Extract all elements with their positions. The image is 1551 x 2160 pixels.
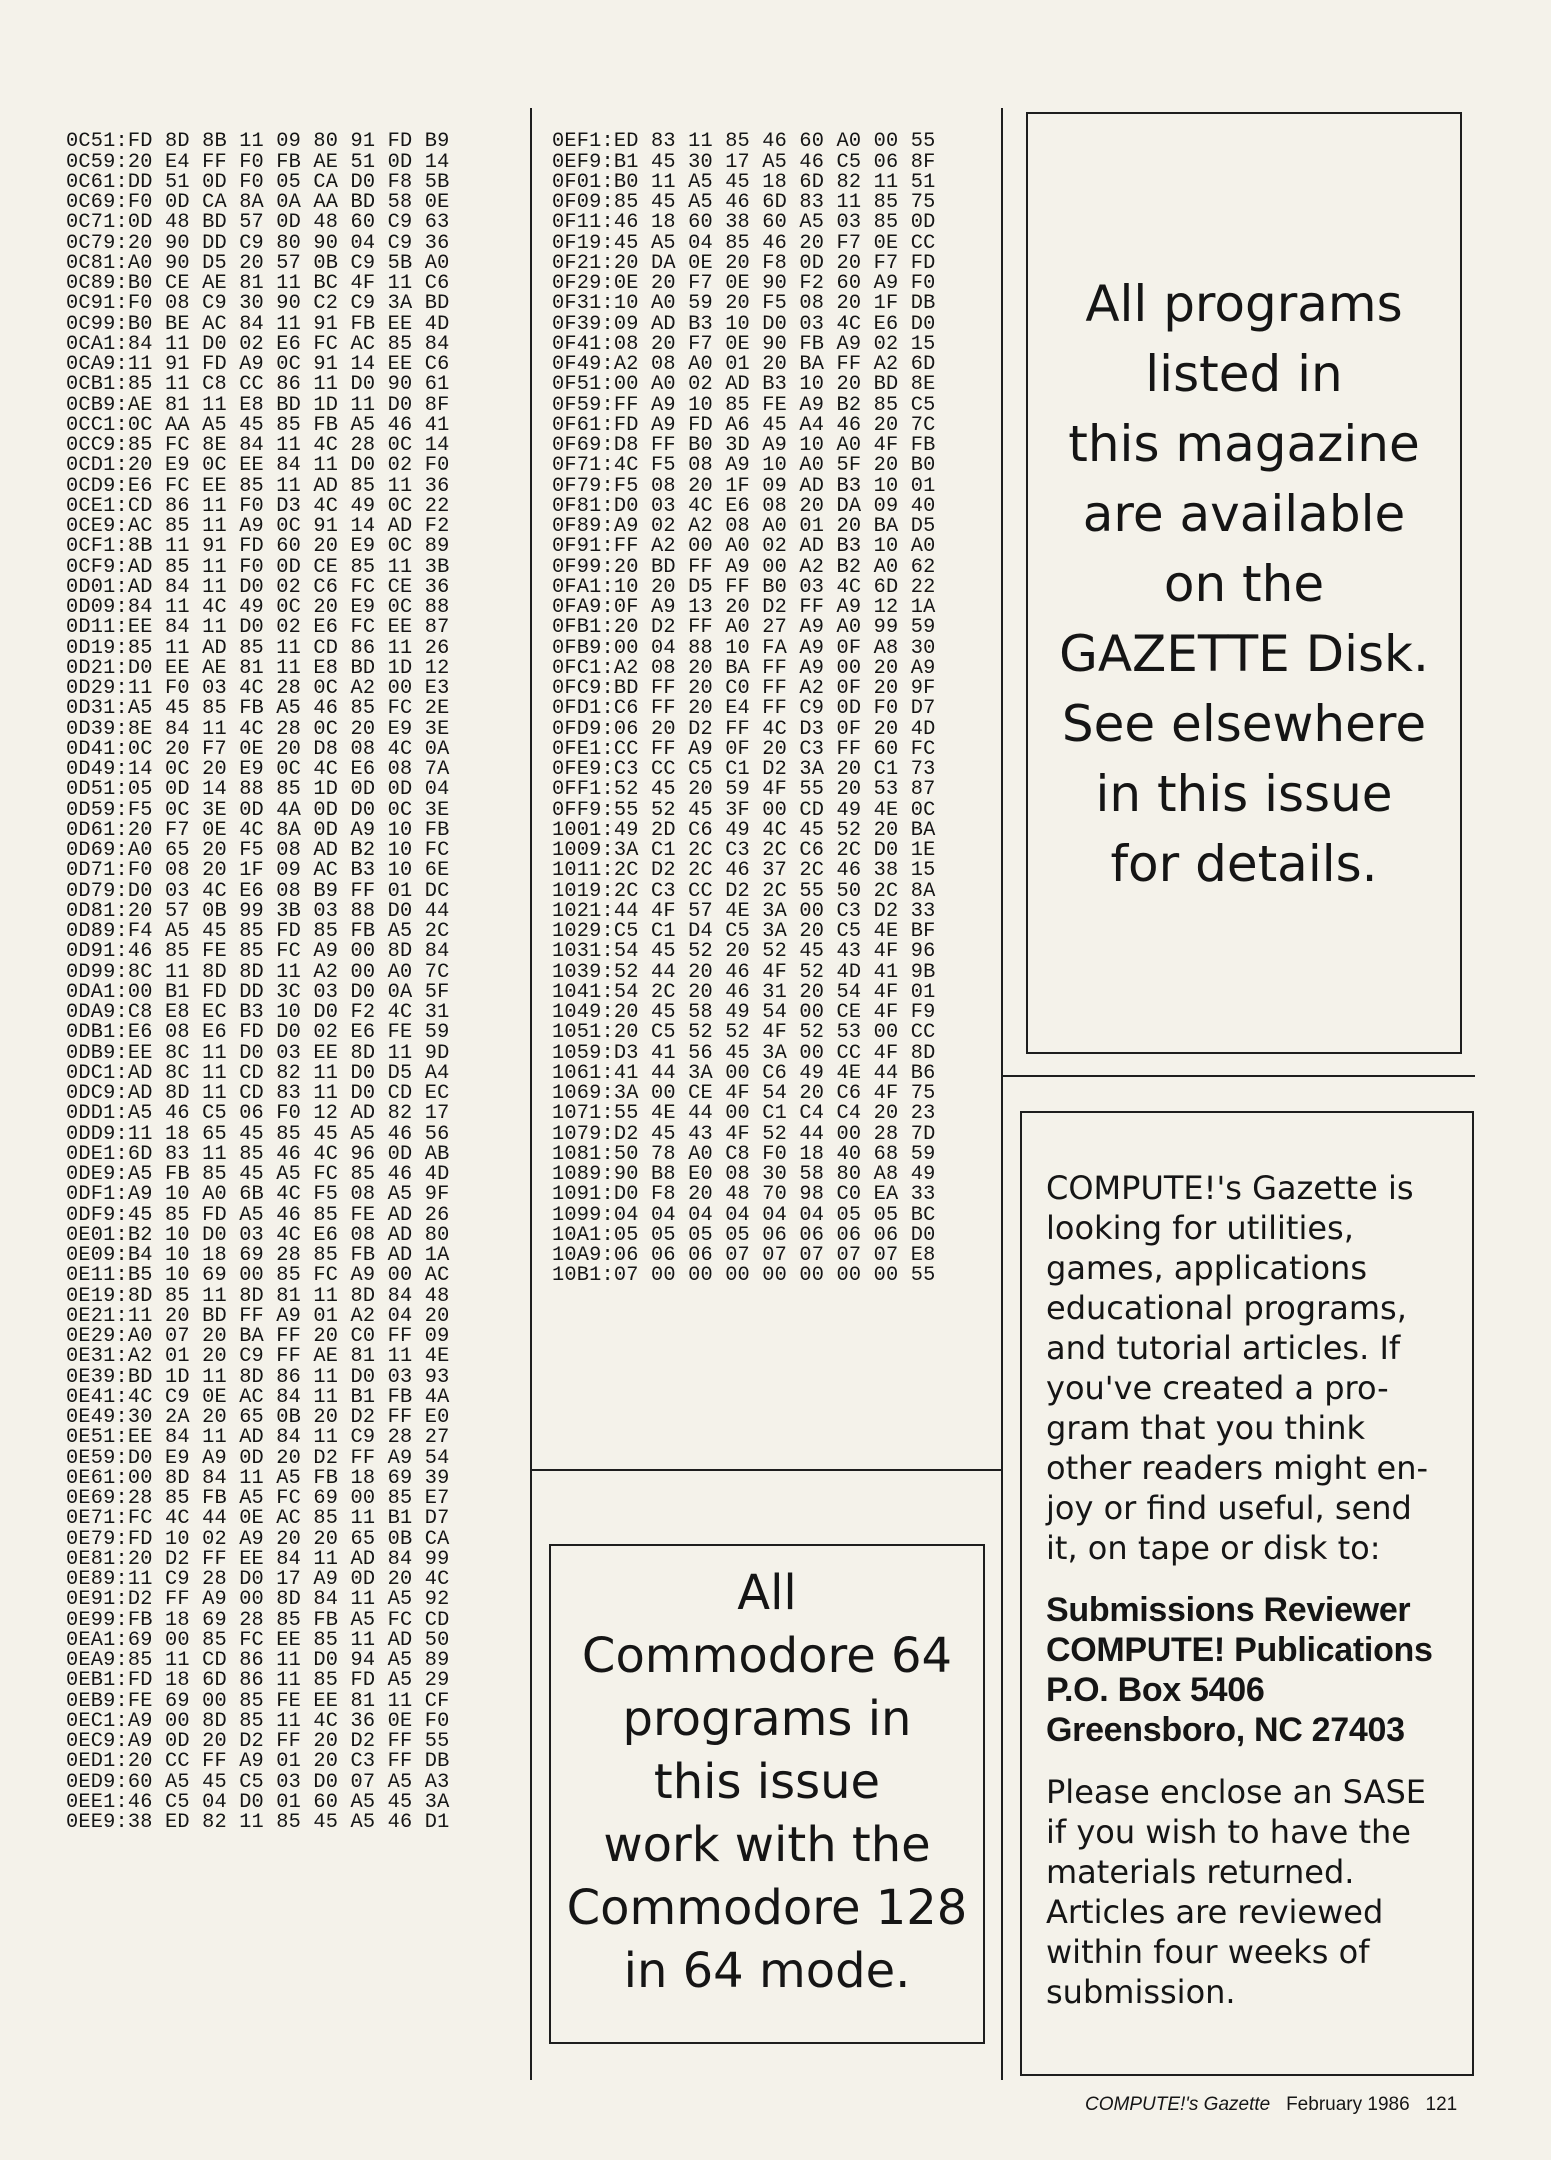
listing-line: 0FB9:00 04 88 10 FA A9 0F A8 30 bbox=[552, 636, 936, 660]
submissions-line: educational programs, bbox=[1046, 1289, 1407, 1327]
listing-line: 1041:54 2C 20 46 31 20 54 4F 01 bbox=[552, 980, 936, 1004]
listing-line: 0F89:A9 02 A2 08 A0 01 20 BA D5 bbox=[552, 515, 936, 539]
listing-line: 0EB9:FE 69 00 85 FE EE 81 11 CF bbox=[66, 1689, 450, 1713]
listing-line: 0D19:85 11 AD 85 11 CD 86 11 26 bbox=[66, 636, 450, 660]
submissions-line: you've created a pro- bbox=[1046, 1369, 1389, 1407]
listing-line: 0CE1:CD 86 11 F0 D3 4C 49 0C 22 bbox=[66, 494, 450, 518]
notice-line: work with the bbox=[603, 1817, 931, 1873]
listing-line: 0DE9:A5 FB 85 45 A5 FC 85 46 4D bbox=[66, 1163, 450, 1187]
submissions-line: COMPUTE!'s Gazette is bbox=[1046, 1169, 1414, 1207]
submissions-line: Articles are reviewed bbox=[1046, 1893, 1384, 1931]
submissions-line: other readers might en- bbox=[1046, 1449, 1429, 1487]
listing-line: 0FC1:A2 08 20 BA FF A9 00 20 A9 bbox=[552, 656, 936, 680]
address-line: Greensboro, NC 27403 bbox=[1046, 1711, 1405, 1749]
listing-line: 0E69:28 85 FB A5 FC 69 00 85 E7 bbox=[66, 1487, 450, 1511]
listing-line: 0DF1:A9 10 A0 6B 4C F5 08 A5 9F bbox=[66, 1183, 450, 1207]
listing-line: 1099:04 04 04 04 04 04 05 05 BC bbox=[552, 1203, 936, 1227]
notice-line: All bbox=[737, 1565, 797, 1621]
submissions-notice bbox=[1046, 1168, 1471, 2012]
listing-line: 0CB1:85 11 C8 CC 86 11 D0 90 61 bbox=[66, 373, 450, 397]
listing-line: 0E91:D2 FF A9 00 8D 84 11 A5 92 bbox=[66, 1588, 450, 1612]
listing-line: 0DD1:A5 46 C5 06 F0 12 AD 82 17 bbox=[66, 1102, 450, 1126]
notice-line: this issue bbox=[653, 1754, 881, 1810]
listing-line: 0EC1:A9 00 8D 85 11 4C 36 0E F0 bbox=[66, 1709, 450, 1733]
listing-line: 0F79:F5 08 20 1F 09 AD B3 10 01 bbox=[552, 474, 936, 498]
listing-line: 0CA1:84 11 D0 02 E6 FC AC 85 84 bbox=[66, 332, 450, 356]
listing-line: 0D01:AD 84 11 D0 02 C6 FC CE 36 bbox=[66, 575, 450, 599]
address-line: COMPUTE! Publications bbox=[1046, 1631, 1433, 1669]
listing-line: 0EE1:46 C5 04 D0 01 60 A5 45 3A bbox=[66, 1790, 450, 1814]
listing-line: 0F51:00 A0 02 AD B3 10 20 BD 8E bbox=[552, 373, 936, 397]
notice-line: in this issue bbox=[1095, 765, 1393, 823]
listing-line: 0E49:30 2A 20 65 0B 20 D2 FF E0 bbox=[66, 1406, 450, 1430]
listing-line: 0EE9:38 ED 82 11 85 45 A5 46 D1 bbox=[66, 1811, 450, 1835]
notice-line: listed in bbox=[1145, 345, 1343, 403]
listing-line: 1051:20 C5 52 52 4F 52 53 00 CC bbox=[552, 1021, 936, 1045]
listing-line: 0CC9:85 FC 8E 84 11 4C 28 0C 14 bbox=[66, 434, 450, 458]
listing-line: 0D69:A0 65 20 F5 08 AD B2 10 FC bbox=[66, 839, 450, 863]
listing-line: 0CB9:AE 81 11 E8 BD 1D 11 D0 8F bbox=[66, 393, 450, 417]
listing-line: 0E79:FD 10 02 A9 20 20 65 0B CA bbox=[66, 1527, 450, 1551]
listing-line: 0EF1:ED 83 11 85 46 60 A0 00 55 bbox=[552, 130, 936, 154]
listing-line: 0DA1:00 B1 FD DD 3C 03 D0 0A 5F bbox=[66, 980, 450, 1004]
listing-line: 0E29:A0 07 20 BA FF 20 C0 FF 09 bbox=[66, 1325, 450, 1349]
listing-line: 10A9:06 06 06 07 07 07 07 07 E8 bbox=[552, 1244, 936, 1268]
listing-line: 0F59:FF A9 10 85 FE A9 B2 85 C5 bbox=[552, 393, 936, 417]
listing-line: 0C99:B0 BE AC 84 11 91 FB EE 4D bbox=[66, 312, 450, 336]
listing-line: 0D39:8E 84 11 4C 28 0C 20 E9 3E bbox=[66, 717, 450, 741]
address-line: Submissions Reviewer bbox=[1046, 1591, 1411, 1629]
listing-line: 0EF9:B1 45 30 17 A5 46 C5 06 8F bbox=[552, 150, 936, 174]
listing-line: 0F81:D0 03 4C E6 08 20 DA 09 40 bbox=[552, 494, 936, 518]
listing-line: 1091:D0 F8 20 48 70 98 C0 EA 33 bbox=[552, 1183, 936, 1207]
submissions-line: and tutorial articles. If bbox=[1046, 1329, 1401, 1367]
listing-line: 0DB1:E6 08 E6 FD D0 02 E6 FE 59 bbox=[66, 1021, 450, 1045]
listing-line: 0C59:20 E4 FF F0 FB AE 51 0D 14 bbox=[66, 150, 450, 174]
divider-left bbox=[530, 108, 532, 2080]
listing-line: 0D99:8C 11 8D 8D 11 A2 00 A0 7C bbox=[66, 960, 450, 984]
notice-line: in 64 mode. bbox=[623, 1943, 911, 1999]
listing-line: 1069:3A 00 CE 4F 54 20 C6 4F 75 bbox=[552, 1082, 936, 1106]
listing-line: 0E81:20 D2 FF EE 84 11 AD 84 99 bbox=[66, 1547, 450, 1571]
listing-line: 0D49:14 0C 20 E9 0C 4C E6 08 7A bbox=[66, 758, 450, 782]
listing-line: 1059:D3 41 56 45 3A 00 CC 4F 8D bbox=[552, 1041, 936, 1065]
c128-notice bbox=[553, 1562, 981, 2003]
listing-line: 0FE1:CC FF A9 0F 20 C3 FF 60 FC bbox=[552, 737, 936, 761]
notice-line: programs in bbox=[622, 1691, 912, 1747]
listing-line: 0E01:B2 10 D0 03 4C E6 08 AD 80 bbox=[66, 1223, 450, 1247]
listing-line: 1011:2C D2 2C 46 37 2C 46 38 15 bbox=[552, 859, 936, 883]
listing-line: 0E89:11 C9 28 D0 17 A9 0D 20 4C bbox=[66, 1568, 450, 1592]
submissions-line: joy or find useful, send bbox=[1046, 1489, 1412, 1527]
gazette-disk-notice bbox=[1030, 269, 1458, 899]
listing-line: 0F29:0E 20 F7 0E 90 F2 60 A9 F0 bbox=[552, 272, 936, 296]
listing-line: 0E71:FC 4C 44 0E AC 85 11 B1 D7 bbox=[66, 1507, 450, 1531]
listing-line: 0CC1:0C AA A5 45 85 FB A5 46 41 bbox=[66, 413, 450, 437]
listing-line: 0DC1:AD 8C 11 CD 82 11 D0 D5 A4 bbox=[66, 1061, 450, 1085]
listing-line: 0DD9:11 18 65 45 85 45 A5 46 56 bbox=[66, 1122, 450, 1146]
listing-line: 0FE9:C3 CC C5 C1 D2 3A 20 C1 73 bbox=[552, 758, 936, 782]
listing-line: 0EA9:85 11 CD 86 11 D0 94 A5 89 bbox=[66, 1649, 450, 1673]
hex-listing-left bbox=[66, 132, 450, 1833]
notice-line: are available bbox=[1082, 485, 1406, 543]
listing-line: 0D09:84 11 4C 49 0C 20 E9 0C 88 bbox=[66, 596, 450, 620]
listing-line: 0D21:D0 EE AE 81 11 E8 BD 1D 12 bbox=[66, 656, 450, 680]
listing-line: 1061:41 44 3A 00 C6 49 4E 44 B6 bbox=[552, 1061, 936, 1085]
listing-line: 0F11:46 18 60 38 60 A5 03 85 0D bbox=[552, 211, 936, 235]
listing-line: 1009:3A C1 2C C3 2C C6 2C D0 1E bbox=[552, 839, 936, 863]
listing-line: 0D29:11 F0 03 4C 28 0C A2 00 E3 bbox=[66, 677, 450, 701]
listing-line: 0E99:FB 18 69 28 85 FB A5 FC CD bbox=[66, 1608, 450, 1632]
listing-line: 0F69:D8 FF B0 3D A9 10 A0 4F FB bbox=[552, 434, 936, 458]
listing-line: 0F19:45 A5 04 85 46 20 F7 0E CC bbox=[552, 231, 936, 255]
submissions-line: it, on tape or disk to: bbox=[1046, 1529, 1381, 1567]
notice-line: on the bbox=[1163, 555, 1325, 613]
page-footer bbox=[1085, 2094, 1485, 2116]
listing-line: 0D11:EE 84 11 D0 02 E6 FC EE 87 bbox=[66, 616, 450, 640]
listing-line: 0E31:A2 01 20 C9 FF AE 81 11 4E bbox=[66, 1345, 450, 1369]
listing-line: 0CF1:8B 11 91 FD 60 20 E9 0C 89 bbox=[66, 535, 450, 559]
listing-line: 1019:2C C3 CC D2 2C 55 50 2C 8A bbox=[552, 879, 936, 903]
submissions-line: gram that you think bbox=[1046, 1409, 1366, 1447]
submissions-line: submission. bbox=[1046, 1973, 1236, 2011]
listing-line: 0FF1:52 45 20 59 4F 55 20 53 87 bbox=[552, 778, 936, 802]
listing-line: 0E11:B5 10 69 00 85 FC A9 00 AC bbox=[66, 1264, 450, 1288]
notice-line: for details. bbox=[1110, 835, 1378, 893]
listing-line: 0E59:D0 E9 A9 0D 20 D2 FF A9 54 bbox=[66, 1446, 450, 1470]
listing-line: 0F21:20 DA 0E 20 F8 0D 20 F7 FD bbox=[552, 251, 936, 275]
submissions-line: if you wish to have the bbox=[1046, 1813, 1411, 1851]
listing-line: 1089:90 B8 E0 08 30 58 80 A8 49 bbox=[552, 1163, 936, 1187]
listing-line: 0D41:0C 20 F7 0E 20 D8 08 4C 0A bbox=[66, 737, 450, 761]
listing-line: 1039:52 44 20 46 4F 52 4D 41 9B bbox=[552, 960, 936, 984]
listing-line: 0EB1:FD 18 6D 86 11 85 FD A5 29 bbox=[66, 1669, 450, 1693]
listing-line: 0F71:4C F5 08 A9 10 A0 5F 20 B0 bbox=[552, 454, 936, 478]
submissions-line: games, applications bbox=[1046, 1249, 1367, 1287]
listing-line: 0F91:FF A2 00 A0 02 AD B3 10 A0 bbox=[552, 535, 936, 559]
listing-line: 1071:55 4E 44 00 C1 C4 C4 20 23 bbox=[552, 1102, 936, 1126]
listing-line: 0F99:20 BD FF A9 00 A2 B2 A0 62 bbox=[552, 555, 936, 579]
listing-line: 0DA9:C8 E8 EC B3 10 D0 F2 4C 31 bbox=[66, 1001, 450, 1025]
address-line: P.O. Box 5406 bbox=[1046, 1671, 1265, 1709]
listing-line: 0D51:05 0D 14 88 85 1D 0D 0D 04 bbox=[66, 778, 450, 802]
notice-line: Commodore 64 bbox=[581, 1628, 953, 1684]
listing-line: 0EC9:A9 0D 20 D2 FF 20 D2 FF 55 bbox=[66, 1730, 450, 1754]
listing-line: 0FC9:BD FF 20 C0 FF A2 0F 20 9F bbox=[552, 677, 936, 701]
listing-line: 0D59:F5 0C 3E 0D 4A 0D D0 0C 3E bbox=[66, 798, 450, 822]
listing-line: 0FB1:20 D2 FF A0 27 A9 A0 99 59 bbox=[552, 616, 936, 640]
listing-line: 0E19:8D 85 11 8D 81 11 8D 84 48 bbox=[66, 1284, 450, 1308]
footer-page-number: 121 bbox=[1425, 2094, 1458, 2115]
submissions-address bbox=[1046, 1590, 1471, 1750]
listing-line: 1031:54 45 52 20 52 45 43 4F 96 bbox=[552, 940, 936, 964]
listing-line: 0F39:09 AD B3 10 D0 03 4C E6 D0 bbox=[552, 312, 936, 336]
listing-line: 10B1:07 00 00 00 00 00 00 00 55 bbox=[552, 1264, 936, 1288]
divider-right-mid bbox=[1003, 1075, 1475, 1077]
listing-line: 0DC9:AD 8D 11 CD 83 11 D0 CD EC bbox=[66, 1082, 450, 1106]
listing-line: 0C71:0D 48 BD 57 0D 48 60 C9 63 bbox=[66, 211, 450, 235]
notice-line: this magazine bbox=[1068, 415, 1420, 473]
listing-line: 0F31:10 A0 59 20 F5 08 20 1F DB bbox=[552, 292, 936, 316]
listing-line: 0E51:EE 84 11 AD 84 11 C9 28 27 bbox=[66, 1426, 450, 1450]
listing-line: 0CE9:AC 85 11 A9 0C 91 14 AD F2 bbox=[66, 515, 450, 539]
listing-line: 0EA1:69 00 85 FC EE 85 11 AD 50 bbox=[66, 1628, 450, 1652]
submissions-intro bbox=[1046, 1168, 1471, 1568]
listing-line: 0DB9:EE 8C 11 D0 03 EE 8D 11 9D bbox=[66, 1041, 450, 1065]
listing-line: 1021:44 4F 57 4E 3A 00 C3 D2 33 bbox=[552, 899, 936, 923]
listing-line: 0D61:20 F7 0E 4C 8A 0D A9 10 FB bbox=[66, 818, 450, 842]
listing-line: 1001:49 2D C6 49 4C 45 52 20 BA bbox=[552, 818, 936, 842]
listing-line: 1049:20 45 58 49 54 00 CE 4F F9 bbox=[552, 1001, 936, 1025]
hex-listing-right bbox=[552, 132, 936, 1286]
submissions-line: looking for utilities, bbox=[1046, 1209, 1354, 1247]
listing-line: 0FA1:10 20 D5 FF B0 03 4C 6D 22 bbox=[552, 575, 936, 599]
notice-line: All programs bbox=[1085, 275, 1403, 333]
listing-line: 0FD9:06 20 D2 FF 4C D3 0F 20 4D bbox=[552, 717, 936, 741]
divider-middle bbox=[1001, 108, 1003, 2080]
listing-line: 0CF9:AD 85 11 F0 0D CE 85 11 3B bbox=[66, 555, 450, 579]
listing-line: 0E61:00 8D 84 11 A5 FB 18 69 39 bbox=[66, 1466, 450, 1490]
listing-line: 0DE1:6D 83 11 85 46 4C 96 0D AB bbox=[66, 1142, 450, 1166]
listing-line: 0D31:A5 45 85 FB A5 46 85 FC 2E bbox=[66, 697, 450, 721]
submissions-closing bbox=[1046, 1772, 1471, 2012]
submissions-line: Please enclose an SASE bbox=[1046, 1773, 1426, 1811]
listing-line: 0C81:A0 90 D5 20 57 0B C9 5B A0 bbox=[66, 251, 450, 275]
listing-line: 0F49:A2 08 A0 01 20 BA FF A2 6D bbox=[552, 353, 936, 377]
listing-line: 0C69:F0 0D CA 8A 0A AA BD 58 0E bbox=[66, 191, 450, 215]
listing-line: 0F41:08 20 F7 0E 90 FB A9 02 15 bbox=[552, 332, 936, 356]
divider-listing-bottom bbox=[532, 1469, 1001, 1471]
listing-line: 0CD9:E6 FC EE 85 11 AD 85 11 36 bbox=[66, 474, 450, 498]
listing-line: 0F01:B0 11 A5 45 18 6D 82 11 51 bbox=[552, 170, 936, 194]
submissions-line: within four weeks of bbox=[1046, 1933, 1370, 1971]
listing-line: 0C61:DD 51 0D F0 05 CA D0 F8 5B bbox=[66, 170, 450, 194]
footer-publication: COMPUTE!'s Gazette bbox=[1085, 2094, 1271, 2115]
listing-line: 0E21:11 20 BD FF A9 01 A2 04 20 bbox=[66, 1304, 450, 1328]
listing-line: 0E41:4C C9 0E AC 84 11 B1 FB 4A bbox=[66, 1385, 450, 1409]
listing-line: 0ED9:60 A5 45 C5 03 D0 07 A5 A3 bbox=[66, 1770, 450, 1794]
listing-line: 0D71:F0 08 20 1F 09 AC B3 10 6E bbox=[66, 859, 450, 883]
listing-line: 1081:50 78 A0 C8 F0 18 40 68 59 bbox=[552, 1142, 936, 1166]
listing-line: 0F09:85 45 A5 46 6D 83 11 85 75 bbox=[552, 191, 936, 215]
listing-line: 0CA9:11 91 FD A9 0C 91 14 EE C6 bbox=[66, 353, 450, 377]
listing-line: 0C51:FD 8D 8B 11 09 80 91 FD B9 bbox=[66, 130, 450, 154]
listing-line: 0E09:B4 10 18 69 28 85 FB AD 1A bbox=[66, 1244, 450, 1268]
listing-line: 0C89:B0 CE AE 81 11 BC 4F 11 C6 bbox=[66, 272, 450, 296]
listing-line: 0C79:20 90 DD C9 80 90 04 C9 36 bbox=[66, 231, 450, 255]
listing-line: 0ED1:20 CC FF A9 01 20 C3 FF DB bbox=[66, 1750, 450, 1774]
listing-line: 1079:D2 45 43 4F 52 44 00 28 7D bbox=[552, 1122, 936, 1146]
listing-line: 0F61:FD A9 FD A6 45 A4 46 20 7C bbox=[552, 413, 936, 437]
listing-line: 0FF9:55 52 45 3F 00 CD 49 4E 0C bbox=[552, 798, 936, 822]
notice-line: See elsewhere bbox=[1061, 695, 1427, 753]
notice-line: GAZETTE Disk. bbox=[1059, 625, 1429, 683]
listing-line: 0D91:46 85 FE 85 FC A9 00 8D 84 bbox=[66, 940, 450, 964]
listing-line: 0DF9:45 85 FD A5 46 85 FE AD 26 bbox=[66, 1203, 450, 1227]
listing-line: 0D89:F4 A5 45 85 FD 85 FB A5 2C bbox=[66, 920, 450, 944]
listing-line: 0E39:BD 1D 11 8D 86 11 D0 03 93 bbox=[66, 1365, 450, 1389]
listing-line: 0CD1:20 E9 0C EE 84 11 D0 02 F0 bbox=[66, 454, 450, 478]
listing-line: 0FA9:0F A9 13 20 D2 FF A9 12 1A bbox=[552, 596, 936, 620]
notice-line: Commodore 128 bbox=[566, 1880, 968, 1936]
listing-line: 0D81:20 57 0B 99 3B 03 88 D0 44 bbox=[66, 899, 450, 923]
listing-line: 0C91:F0 08 C9 30 90 C2 C9 3A BD bbox=[66, 292, 450, 316]
listing-line: 0FD1:C6 FF 20 E4 FF C9 0D F0 D7 bbox=[552, 697, 936, 721]
footer-date: February 1986 bbox=[1286, 2094, 1410, 2115]
listing-line: 0D79:D0 03 4C E6 08 B9 FF 01 DC bbox=[66, 879, 450, 903]
listing-line: 1029:C5 C1 D4 C5 3A 20 C5 4E BF bbox=[552, 920, 936, 944]
listing-line: 10A1:05 05 05 05 06 06 06 06 D0 bbox=[552, 1223, 936, 1247]
submissions-line: materials returned. bbox=[1046, 1853, 1355, 1891]
